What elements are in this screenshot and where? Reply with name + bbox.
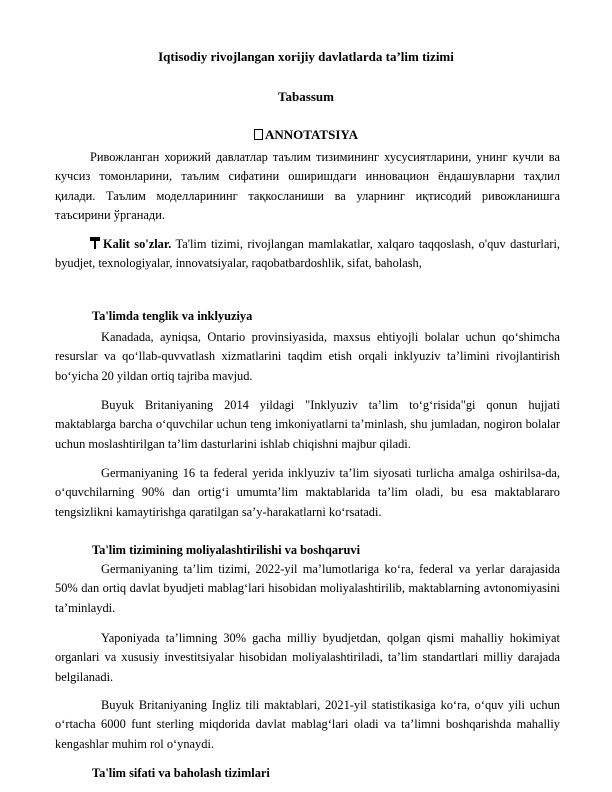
keywords-label: Kalit so'zlar. (103, 237, 172, 251)
section-heading-equality: Ta'limda tenglik va inklyuziya (92, 309, 253, 323)
paragraph-uk-law: Buyuk Britaniyaning 2014 yildagi "Inklyuziv ta’lim to‘g‘risida"gi qonun hujjati maktablarga barcha o‘quvchilar uchun teng imkoniyatlarni ta’minlash, shu jumladan, nogiron bolalar uchun moslashtirilgan ta’lim dasturlarini ishlab chiqishni majbur qiladi. (55, 398, 560, 451)
author-name: Tabassum (278, 89, 334, 104)
checkbox-glyph-icon (254, 129, 263, 140)
paragraph-germany-inclusion: Germaniyaning 16 ta federal yerida inklyuziv ta’lim siyosati turlicha amalga oshirilsa-da, o‘quvchilarning 90% dan ortig‘i umumta’lim maktablarida ta’lim oladi, bu esa maktablararo tengsizlikni kamaytirishga qaratilgan sa’y-harakatlarni ko‘rsatadi. (55, 466, 560, 519)
section-heading-funding: Ta'lim tizimining moliyalashtirilishi va boshqaruvi (92, 543, 361, 557)
paragraph-canada: Kanadada, ayniqsa, Ontario provinsiyasida, maxsus ehtiyojli bolalar uchun qo‘shimcha resurslar va qo‘llab-quvvatlash xizmatlarini taqdim etish orqali inklyuziv ta’limini rivojlantirish bo‘yicha 20 yildan ortiq tajriba mavjud. (55, 330, 560, 383)
pushpin-icon (90, 237, 100, 249)
annotation-text: Ривожланган хорижий давлатлар таълим тизимининг хусусиятларини, унинг кучли ва кучсиз томонларини, таълим сифатини оширишдаги инновацион ёндашувларни таҳлил қилади. Таълим моделларининг тақкосланиши ва уларнинг иқтисодий ривожланишга таъсирини ўрганади. (55, 150, 560, 222)
annotation-heading-text: ANNOTATSIYA (265, 127, 358, 142)
paragraph-uk-funding: Buyuk Britaniyaning Ingliz tili maktablari, 2021-yil statistikasiga ko‘ra, o‘quv yili uchun o‘rtacha 6000 funt sterling miqdorida davlat mablag‘lari oladi va ta’limni boshqarishda mahalliy kengashlar muhim rol o‘ynaydi. (55, 698, 560, 751)
keywords-paragraph (55, 235, 560, 274)
keywords-text: Ta'lim tizimi, rivojlangan mamlakatlar, xalqaro taqqoslash, o'quv dasturlari, byudjet, texnologiyalar, innovatsiyalar, raqobatbardoshlik, sifat, baholash, (55, 237, 561, 271)
paragraph-germany-funding: Germaniyaning ta’lim tizimi, 2022-yil ma’lumotlariga ko‘ra, federal va yerlar darajasida 50% dan ortiq davlat byudjeti mablag‘lari hisobidan moliyalashtirilib, maktablarning avtonomiyasini ta’minlaydi. (55, 562, 560, 615)
paragraph-japan: Yaponiyada ta’limning 30% gacha milliy byudjetdan, qolgan qismi mahalliy hokimiyat organlari va xususiy investitsiyalar hisobidan moliyalashtiriladi, ta’lim standartlari milliy darajada belgilanadi. (55, 631, 560, 684)
annotation-heading (0, 127, 612, 143)
section-heading-quality: Ta'lim sifati va baholash tizimlari (92, 766, 270, 780)
paper-title: Iqtisodiy rivojlangan xorijiy davlatlarda ta’lim tizimi (158, 49, 454, 64)
